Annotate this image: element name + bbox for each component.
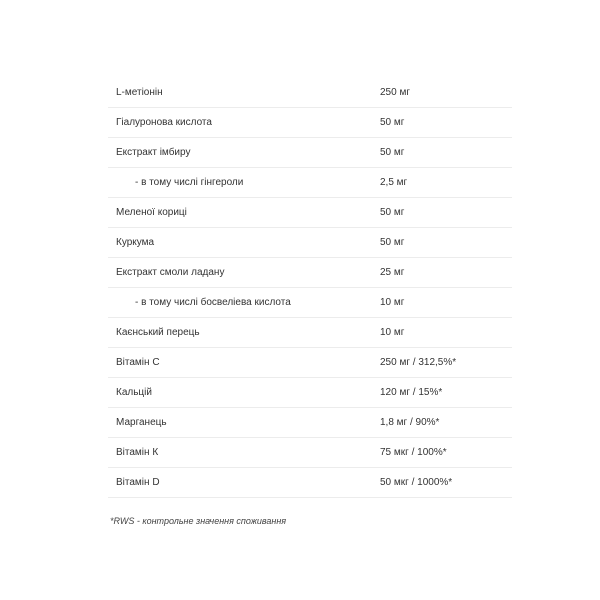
ingredient-name: Марганець — [116, 417, 167, 428]
nutrition-table — [108, 78, 512, 498]
table-row — [108, 348, 512, 378]
ingredient-amount: 50 мкг / 1000%* — [380, 477, 453, 488]
ingredient-amount: 2,5 мг — [380, 177, 408, 188]
ingredient-name: Екстракт смоли ладану — [116, 267, 225, 278]
ingredient-amount: 50 мг — [380, 237, 405, 248]
ingredient-name: Куркума — [116, 237, 155, 248]
table-row — [108, 168, 512, 198]
footnote: *RWS - контрольне значення споживання — [110, 516, 287, 526]
table-row — [108, 228, 512, 258]
table-row — [108, 438, 512, 468]
ingredient-name: - в тому числі гінгероли — [135, 177, 244, 188]
ingredient-amount: 250 мг / 312,5%* — [380, 357, 457, 368]
ingredient-amount: 10 мг — [380, 297, 405, 308]
table-row — [108, 468, 512, 498]
ingredient-name: Вітамін D — [116, 477, 160, 488]
ingredient-name: Гіалуронова кислота — [116, 117, 212, 128]
table-row — [108, 408, 512, 438]
table-row — [108, 378, 512, 408]
ingredient-name: Вітамін К — [116, 447, 159, 458]
ingredient-amount: 120 мг / 15%* — [380, 387, 443, 398]
ingredient-amount: 50 мг — [380, 207, 405, 218]
ingredient-amount: 50 мг — [380, 117, 405, 128]
table-row — [108, 138, 512, 168]
ingredient-name: Кальцій — [116, 387, 152, 398]
ingredient-amount: 1,8 мг / 90%* — [380, 417, 440, 428]
table-row — [108, 258, 512, 288]
ingredient-name: Меленої кориці — [116, 207, 187, 218]
ingredient-name: Вітамін С — [116, 357, 160, 368]
table-row — [108, 78, 512, 108]
ingredient-amount: 25 мг — [380, 267, 405, 278]
ingredient-name: - в тому числі босвеліева кислота — [135, 297, 291, 308]
ingredient-name: Екстракт імбиру — [116, 147, 191, 158]
ingredient-name: L-метіонін — [116, 87, 163, 98]
table-row — [108, 108, 512, 138]
ingredient-amount: 250 мг — [380, 87, 410, 98]
table-row — [108, 318, 512, 348]
table-row — [108, 288, 512, 318]
table-row — [108, 198, 512, 228]
ingredient-name: Каєнський перець — [116, 327, 200, 338]
ingredient-amount: 75 мкг / 100%* — [380, 447, 447, 458]
ingredient-amount: 50 мг — [380, 147, 405, 158]
ingredient-amount: 10 мг — [380, 327, 405, 338]
